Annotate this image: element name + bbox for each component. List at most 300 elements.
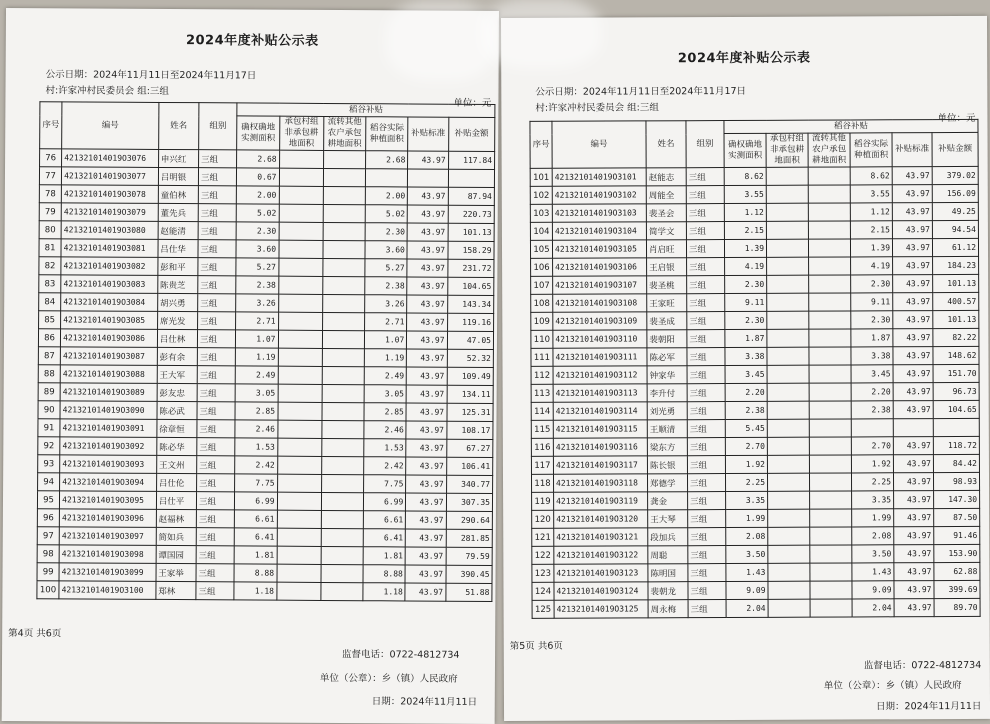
cell-transfer-other [321, 456, 363, 474]
cell-standard: 43.97 [407, 313, 447, 331]
cell-transfer-other [810, 509, 852, 527]
cell-code: 421321014019O3087 [60, 347, 157, 366]
cell-seq: 125 [532, 600, 554, 618]
cell-contract-other [767, 401, 809, 419]
cell-group: 三组 [687, 420, 725, 438]
cell-group: 三组 [197, 384, 235, 402]
cell-group: 三组 [198, 186, 236, 204]
cell-standard: 43.97 [894, 509, 934, 527]
cell-transfer-other [323, 204, 365, 222]
cell-amount: 51.88 [445, 583, 492, 601]
cell-amount: 106.41 [446, 457, 493, 475]
cell-rice-area: 2.08 [852, 527, 894, 545]
col-header-standard: 补贴标准 [408, 117, 448, 151]
cell-amount: 220.73 [448, 205, 495, 223]
cell-amount: 379.02 [932, 166, 978, 184]
cell-confirmed-area: 2.70 [725, 437, 767, 455]
cell-rice-area: 2.04 [852, 599, 894, 617]
cell-group: 三组 [196, 546, 234, 564]
cell-standard: 43.97 [408, 205, 448, 223]
cell-transfer-other [321, 510, 363, 528]
cell-amount: 91.46 [934, 526, 980, 544]
cell-rice-area: 3.05 [364, 385, 406, 403]
cell-standard: 43.97 [892, 167, 932, 185]
cell-amount: 119.16 [447, 313, 494, 331]
col-header-rice-subsidy: 稻谷补贴 [724, 119, 978, 133]
table-row [532, 526, 980, 546]
cell-group: 三组 [686, 204, 724, 222]
cell-standard: 43.97 [893, 275, 933, 293]
cell-rice-area: 2.30 [851, 311, 893, 329]
cell-amount: 143.34 [447, 295, 494, 313]
cell-name: 简学文 [646, 222, 686, 240]
cell-rice-area: 2.49 [364, 367, 406, 385]
cell-seq: 95 [37, 491, 59, 509]
cell-code: 421321014019O3084 [61, 293, 158, 312]
cell-code: 421321014019O3090 [60, 401, 157, 420]
cell-name: 胡兴勇 [157, 293, 197, 311]
cell-amount: 98.93 [933, 472, 979, 490]
cell-group: 三组 [198, 312, 236, 330]
cell-transfer-other [323, 168, 365, 186]
cell-amount: 290.64 [446, 511, 493, 529]
table-row [531, 454, 979, 474]
cell-amount: 52.32 [447, 349, 494, 367]
cell-code: 421321014019O3103 [552, 204, 646, 222]
cell-name: 陈必军 [647, 348, 687, 366]
cell-name: 王家旺 [647, 294, 687, 312]
cell-name: 赵能志 [646, 168, 686, 186]
cell-group: 三组 [199, 150, 237, 168]
col-header-contract-other: 承包村组非承包耕地面积 [279, 116, 323, 150]
cell-rice-area: 7.75 [364, 475, 406, 493]
cell-group: 三组 [197, 420, 235, 438]
cell-code: 421321014019O3094 [60, 473, 157, 492]
cell-group: 三组 [196, 492, 234, 510]
col-header-confirmed-area: 确权确地实测面积 [237, 116, 279, 150]
cell-contract-other [768, 509, 810, 527]
cell-amount: 109.49 [447, 367, 494, 385]
cell-seq: 124 [532, 582, 554, 600]
cell-name: 肖启旺 [646, 240, 686, 258]
cell-rice-area: 2.15 [850, 221, 892, 239]
cell-confirmed-area: 3.05 [235, 384, 277, 402]
cell-group: 三组 [686, 186, 724, 204]
cell-code: 421321014019O3112 [553, 366, 647, 384]
cell-confirmed-area: 2.42 [235, 456, 277, 474]
cell-standard: 43.97 [893, 383, 933, 401]
table-row [531, 364, 979, 384]
cell-confirmed-area: 2.00 [237, 186, 279, 204]
cell-name: 彭友忠 [157, 383, 197, 401]
cell-code: 421321014019O3108 [553, 294, 647, 312]
cell-group: 三组 [687, 330, 725, 348]
table-row [531, 436, 979, 456]
cell-rice-area: 1.18 [363, 583, 405, 601]
cell-rice-area: 2.00 [365, 187, 407, 205]
cell-contract-other [767, 455, 809, 473]
cell-contract-other [279, 186, 323, 204]
cell-amount: 117.84 [448, 151, 495, 169]
page-indicator: 第5页 共6页 [509, 640, 563, 652]
cell-confirmed-area: 6.99 [235, 492, 277, 510]
cell-contract-other [277, 528, 321, 546]
cell-confirmed-area: 5.27 [236, 258, 278, 276]
cell-standard: 43.97 [407, 367, 447, 385]
cell-contract-other [767, 275, 809, 293]
cell-code: 421321014019O3115 [553, 420, 647, 438]
cell-group: 三组 [687, 258, 725, 276]
cell-seq: 99 [37, 563, 59, 581]
cell-group: 三组 [198, 276, 236, 294]
cell-name: 郑德学 [647, 474, 687, 492]
cell-seq: 85 [39, 311, 61, 329]
cell-amount: 108.17 [446, 421, 493, 439]
cell-name: 申兴红 [158, 149, 198, 167]
table-row [530, 184, 978, 204]
cell-code: 421321014019O3077 [62, 167, 159, 186]
cell-confirmed-area: 3.55 [724, 185, 766, 203]
cell-seq: 106 [531, 258, 553, 276]
cell-confirmed-area: 2.15 [724, 221, 766, 239]
cell-confirmed-area: 3.45 [725, 365, 767, 383]
cell-seq: 102 [530, 186, 552, 204]
cell-standard: 43.97 [406, 439, 446, 457]
cell-amount: 67.27 [446, 439, 493, 457]
cell-code: 421321014019O3088 [60, 365, 157, 384]
cell-rice-area: 1.81 [363, 547, 405, 565]
cell-amount: 399.69 [934, 580, 980, 598]
notice-sheet-page-5 [501, 16, 990, 721]
cell-name: 钟家华 [647, 366, 687, 384]
cell-name: 王顺清 [647, 420, 687, 438]
cell-name: 李升付 [647, 384, 687, 402]
cell-name: 陈贵芝 [158, 275, 198, 293]
cell-contract-other [767, 437, 809, 455]
col-header-rice-subsidy: 稻谷补贴 [237, 103, 495, 118]
cell-seq: 87 [38, 347, 60, 365]
cell-amount: 156.09 [932, 184, 978, 202]
cell-group: 三组 [198, 168, 236, 186]
cell-code: 421321014019O3104 [552, 222, 646, 240]
cell-code: 421321014019O3097 [59, 527, 156, 546]
cell-seq: 121 [532, 528, 554, 546]
cell-code: 421321014019O3116 [553, 438, 647, 456]
cell-transfer-other [323, 276, 365, 294]
cell-amount: 62.88 [934, 562, 980, 580]
cell-standard: 43.97 [893, 401, 933, 419]
cell-amount: 101.13 [933, 310, 979, 328]
cell-rice-area: 8.88 [363, 565, 405, 583]
cell-amount: 47.05 [447, 331, 494, 349]
cell-confirmed-area: 9.09 [726, 581, 768, 599]
currency-unit: 单位：元 [937, 112, 976, 125]
cell-name: 陈必华 [157, 437, 197, 455]
cell-group: 三组 [197, 366, 235, 384]
cell-standard: 43.97 [893, 437, 933, 455]
cell-seq: 109 [531, 312, 553, 330]
cell-confirmed-area: 2.46 [235, 420, 277, 438]
cell-seq: 84 [39, 293, 61, 311]
cell-group: 三组 [687, 312, 725, 330]
cell-amount: 96.73 [933, 382, 979, 400]
cell-contract-other [276, 582, 320, 600]
cell-transfer-other [810, 527, 852, 545]
cell-seq: 88 [38, 365, 60, 383]
cell-group: 三组 [196, 510, 234, 528]
cell-name: 童伯林 [158, 185, 198, 203]
cell-standard: 43.97 [405, 583, 445, 601]
cell-confirmed-area: 2.38 [725, 401, 767, 419]
cell-name: 吕仕平 [156, 491, 196, 509]
cell-name: 席光发 [157, 311, 197, 329]
cell-group: 三组 [687, 438, 725, 456]
cell-confirmed-area: 1.87 [725, 329, 767, 347]
table-row [530, 238, 978, 258]
cell-standard: 43.97 [406, 457, 446, 475]
cell-confirmed-area: 3.60 [236, 240, 278, 258]
cell-seq: 107 [531, 276, 553, 294]
cell-group: 三组 [198, 294, 236, 312]
cell-contract-other [277, 420, 321, 438]
cell-seq: 98 [37, 545, 59, 563]
cell-name: 裴圣会 [646, 204, 686, 222]
table-row [531, 256, 979, 276]
cell-name: 周能全 [646, 186, 686, 204]
cell-contract-other [278, 384, 322, 402]
cell-amount [933, 418, 979, 436]
cell-contract-other [278, 348, 322, 366]
cell-name: 吕仕华 [158, 239, 198, 257]
cell-transfer-other [809, 455, 851, 473]
cell-group: 三组 [687, 348, 725, 366]
cell-amount: 153.90 [934, 544, 980, 562]
col-header-rice-area: 稻谷实际种植面积 [366, 117, 408, 151]
issuing-unit: 单位（公章）：乡（镇）人民政府 [823, 679, 962, 692]
cell-amount: 147.30 [934, 490, 980, 508]
cell-name: 王大军 [157, 365, 197, 383]
cell-transfer-other [323, 222, 365, 240]
cell-confirmed-area: 1.07 [236, 330, 278, 348]
cell-standard: 43.97 [892, 221, 932, 239]
cell-confirmed-area: 2.30 [725, 311, 767, 329]
cell-rice-area: 1.39 [850, 239, 892, 257]
cell-standard [893, 419, 933, 437]
cell-standard: 43.97 [408, 187, 448, 205]
cell-name: 周聪 [648, 546, 688, 564]
cell-group: 三组 [197, 402, 235, 420]
cell-amount: 94.54 [932, 220, 978, 238]
cell-transfer-other [809, 437, 851, 455]
cell-standard: 43.97 [407, 277, 447, 295]
cell-confirmed-area: 2.30 [725, 275, 767, 293]
cell-confirmed-area: 2.20 [725, 383, 767, 401]
cell-standard: 43.97 [893, 257, 933, 275]
glare-spot [481, 0, 601, 68]
cell-contract-other [766, 221, 808, 239]
cell-rice-area: 2.46 [364, 421, 406, 439]
cell-rice-area: 2.70 [851, 437, 893, 455]
cell-contract-other [768, 581, 810, 599]
cell-confirmed-area: 8.62 [724, 167, 766, 185]
cell-group: 三组 [688, 510, 726, 528]
cell-rice-area: 1.53 [364, 439, 406, 457]
cell-transfer-other [321, 582, 363, 600]
cell-transfer-other [808, 185, 850, 203]
cell-name: 简如兵 [156, 527, 196, 545]
cell-group: 三组 [688, 582, 726, 600]
cell-name: 郑林 [156, 581, 196, 599]
cell-contract-other [768, 599, 810, 617]
cell-contract-other [766, 167, 808, 185]
cell-code: 421321014019O3125 [554, 600, 648, 618]
cell-contract-other [768, 545, 810, 563]
cell-name: 彭和平 [158, 257, 198, 275]
cell-code: 421321014019O3111 [553, 348, 647, 366]
cell-seq: 115 [531, 420, 553, 438]
notice-date-range: 公示日期：2024年11月11日至2024年11月17日 [535, 85, 747, 98]
cell-group: 三组 [196, 564, 234, 582]
cell-amount: 104.65 [933, 400, 979, 418]
table-row [532, 544, 980, 564]
cell-transfer-other [809, 293, 851, 311]
cell-group: 三组 [196, 528, 234, 546]
cell-contract-other [767, 329, 809, 347]
cell-transfer-other [810, 491, 852, 509]
cell-contract-other [278, 312, 322, 330]
table-row [531, 292, 979, 312]
cell-transfer-other [321, 474, 363, 492]
cell-seq: 91 [38, 419, 60, 437]
cell-group: 三组 [688, 492, 726, 510]
cell-seq: 97 [37, 527, 59, 545]
cell-confirmed-area: 2.85 [235, 402, 277, 420]
cell-name: 龚金 [648, 492, 688, 510]
cell-confirmed-area: 2.38 [236, 276, 278, 294]
cell-contract-other [277, 546, 321, 564]
cell-confirmed-area: 1.12 [724, 203, 766, 221]
cell-rice-area: 3.50 [852, 545, 894, 563]
cell-seq: 81 [39, 239, 61, 257]
cell-contract-other [768, 527, 810, 545]
cell-confirmed-area: 2.30 [236, 222, 278, 240]
cell-contract-other [278, 258, 322, 276]
cell-standard: 43.97 [406, 493, 446, 511]
cell-rice-area: 6.99 [364, 493, 406, 511]
cell-standard: 43.97 [894, 581, 934, 599]
cell-standard: 43.97 [407, 295, 447, 313]
cell-standard: 43.97 [406, 529, 446, 547]
cell-group: 三组 [688, 564, 726, 582]
cell-standard: 43.97 [893, 347, 933, 365]
cell-rice-area: 2.68 [366, 151, 408, 169]
currency-unit: 单位：元 [453, 97, 492, 109]
cell-seq: 103 [530, 204, 552, 222]
cell-group: 三组 [686, 222, 724, 240]
cell-standard: 43.97 [407, 331, 447, 349]
cell-contract-other [277, 564, 321, 582]
cell-confirmed-area: 3.50 [726, 545, 768, 563]
cell-seq: 82 [39, 257, 61, 275]
subsidy-table [529, 119, 980, 619]
cell-rice-area [851, 419, 893, 437]
cell-transfer-other [808, 167, 850, 185]
cell-rice-area: 2.71 [365, 313, 407, 331]
cell-contract-other [767, 257, 809, 275]
cell-rice-area: 2.42 [364, 457, 406, 475]
cell-standard: 43.97 [406, 421, 446, 439]
cell-seq: 104 [530, 222, 552, 240]
cell-standard: 43.97 [407, 241, 447, 259]
cell-seq: 110 [531, 330, 553, 348]
cell-seq: 105 [530, 240, 552, 258]
cell-name: 吕仕林 [157, 329, 197, 347]
cell-standard: 43.97 [407, 259, 447, 277]
cell-transfer-other [322, 402, 364, 420]
cell-amount: 151.70 [933, 364, 979, 382]
cell-code: 421321014019O3085 [61, 311, 158, 330]
cell-group: 三组 [196, 582, 234, 600]
cell-standard: 43.97 [405, 565, 445, 583]
cell-transfer-other [808, 221, 850, 239]
cell-standard: 43.97 [408, 151, 448, 169]
cell-rice-area: 8.62 [850, 167, 892, 185]
col-header-transfer-other: 流转其他农户承包耕地面积 [808, 133, 850, 167]
cell-transfer-other [810, 581, 852, 599]
cell-amount: 125.31 [447, 403, 494, 421]
col-header-name: 姓名 [158, 102, 199, 149]
cell-transfer-other [323, 150, 365, 168]
cell-rice-area: 1.43 [852, 563, 894, 581]
cell-name: 段加兵 [648, 528, 688, 546]
cell-transfer-other [321, 564, 363, 582]
cell-confirmed-area: 2.68 [237, 150, 279, 168]
table-row [531, 382, 979, 402]
cell-rice-area [365, 169, 407, 187]
cell-rice-area: 2.20 [851, 383, 893, 401]
cell-amount: 390.45 [446, 565, 493, 583]
cell-code: 421321014019O3082 [61, 257, 158, 276]
cell-amount: 148.62 [933, 346, 979, 364]
cell-transfer-other [809, 257, 851, 275]
cell-contract-other [767, 293, 809, 311]
cell-group: 三组 [687, 402, 725, 420]
cell-amount: 61.12 [932, 238, 978, 256]
cell-amount: 118.72 [933, 436, 979, 454]
cell-transfer-other [323, 240, 365, 258]
cell-name: 吕仕伦 [156, 473, 196, 491]
cell-confirmed-area: 3.26 [236, 294, 278, 312]
cell-amount: 400.57 [933, 292, 979, 310]
cell-transfer-other [809, 347, 851, 365]
cell-confirmed-area: 1.19 [236, 348, 278, 366]
cell-contract-other [277, 456, 321, 474]
cell-standard: 43.97 [894, 527, 934, 545]
cell-transfer-other [809, 383, 851, 401]
cell-standard: 43.97 [407, 349, 447, 367]
cell-group: 三组 [197, 348, 235, 366]
cell-contract-other [766, 185, 808, 203]
cell-seq: 76 [40, 149, 62, 167]
cell-rice-area: 3.26 [365, 295, 407, 313]
issuing-unit: 单位（公章）：乡（镇）人民政府 [319, 672, 458, 685]
cell-code: 421321014019O3113 [553, 384, 647, 402]
cell-transfer-other [809, 419, 851, 437]
cell-standard [408, 169, 448, 187]
cell-rice-area: 5.02 [365, 205, 407, 223]
table-row [531, 400, 979, 420]
issue-date: 日期：2024年11月11日 [875, 700, 982, 713]
